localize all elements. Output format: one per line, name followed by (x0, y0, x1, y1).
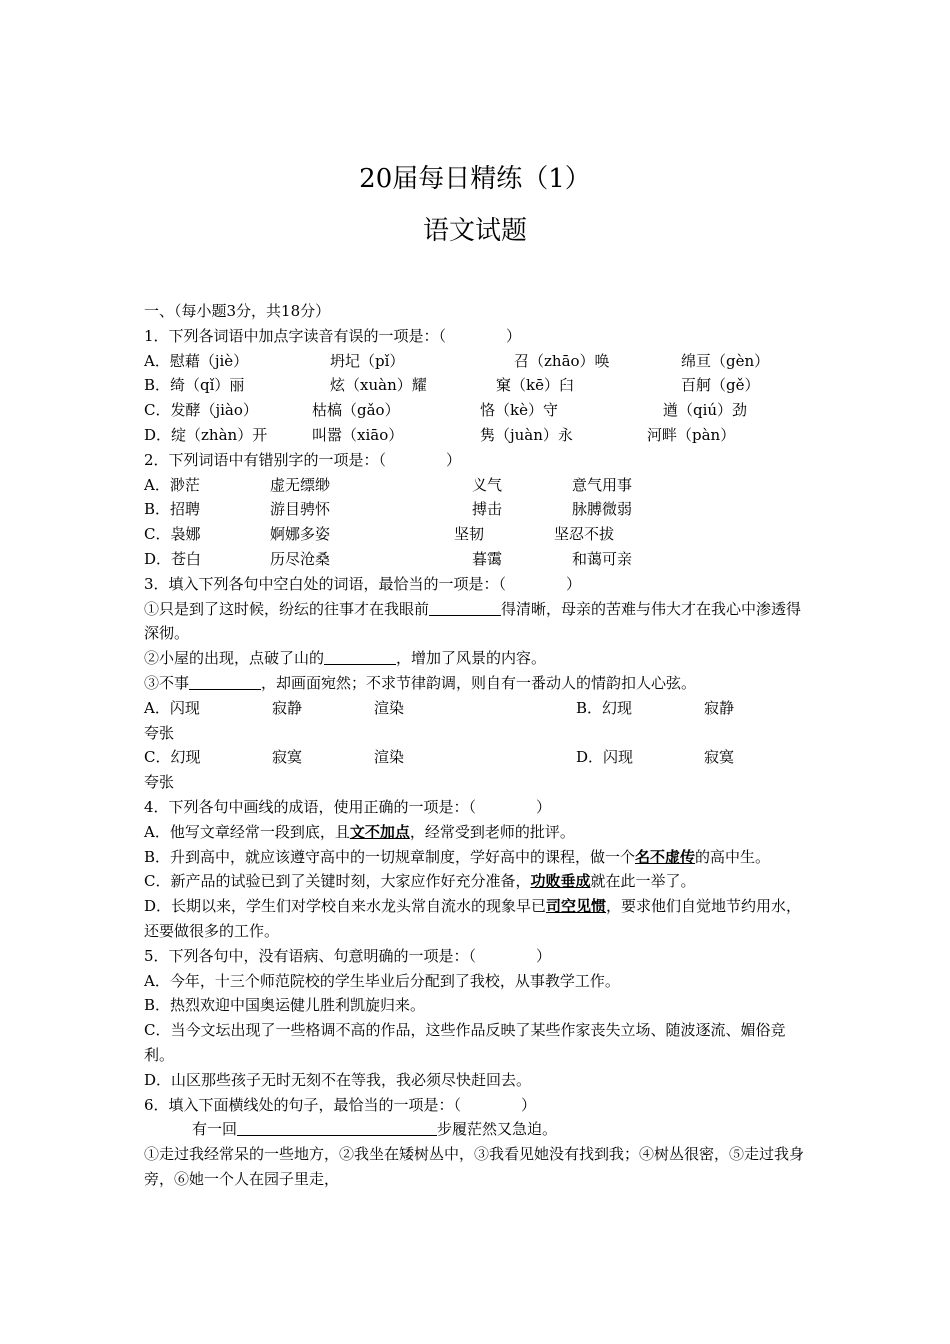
q2-d-4: 和蔼可亲 (572, 549, 633, 568)
q2-a-1: A．渺茫 (144, 475, 200, 494)
q2-b-1: B．招聘 (144, 500, 201, 519)
q1-b-2: 炫（xuàn）耀 (330, 376, 427, 395)
q1-row-c (144, 398, 814, 423)
q1-c-2: 枯槁（gǎo） (312, 401, 400, 420)
q3-blank-2 (324, 648, 396, 665)
q5-option-d: D．山区那些孩子无时无刻不在等我，我必须尽快赶回去。 (144, 1070, 532, 1089)
q4-option-a (144, 820, 814, 845)
q1-c-3: 恪（kè）守 (480, 401, 558, 420)
q4-a-idiom: 文不加点 (349, 822, 410, 841)
q4-b-text2: 的高中生。 (695, 847, 771, 866)
q2-stem: 2．下列词语中有错别字的一项是：（ ） (144, 450, 462, 469)
page-title: 20届每日精练（1） (359, 164, 591, 194)
q6-lead-part1: 有一回 (192, 1120, 238, 1139)
q2-b-2: 游目骋怀 (270, 500, 331, 519)
q2-b-3: 搏击 (472, 500, 503, 519)
q2-b-4: 脉膊微弱 (572, 500, 633, 519)
q1-a-1: A．慰藉（jiè） (144, 351, 249, 370)
page-subtitle: 语文试题 (422, 216, 527, 246)
q2-row-a (144, 473, 814, 498)
q3-stem: 3．填入下列各句中空白处的词语，最恰当的一项是：（ ） (144, 574, 582, 593)
question-content (144, 299, 814, 1192)
q1-d-3: 隽（juàn）永 (480, 425, 573, 444)
q3-sentence-2 (144, 646, 814, 671)
q3-s2-part2: ，增加了风景的内容。 (396, 649, 547, 668)
q1-a-3: 召（zhāo）唤 (514, 351, 610, 370)
q1-c-4: 遒（qiú）劲 (663, 401, 748, 420)
q2-c-3: 坚韧 (454, 525, 485, 544)
q2-row-b (144, 497, 814, 522)
q2-d-3: 暮霭 (472, 549, 503, 568)
q5-stem: 5．下列各句中，没有语病、句意明确的一项是：（ ） (144, 946, 552, 965)
q6-sentences: ①走过我经常呆的一些地方，②我坐在矮树丛中，③我看见她没有找到我；④树丛很密，⑤走过我身旁，⑥她一个人在园子里走， (144, 1145, 805, 1188)
q1-b-3: 窠（kē）臼 (496, 376, 574, 395)
q3-s3-part2: ，却画面宛然；不求节律韵调，则自有一番动人的情韵扣人心弦。 (261, 673, 697, 692)
q2-a-3: 义气 (472, 475, 503, 494)
q3-s1-part1: ①只是到了这时候，纷纭的往事才在我眼前 (144, 599, 430, 618)
q4-b-idiom: 名不虚传 (635, 847, 696, 866)
q4-d-idiom: 司空见惯 (546, 897, 607, 916)
q1-d-4: 河畔（pàn） (647, 425, 736, 444)
q1-a-2: 坍圮（pǐ） (330, 351, 405, 370)
q4-b-text1: B．升到高中，就应该遵守高中的一切规章制度，学好高中的课程，做一个 (144, 847, 636, 866)
q3-blank-1 (429, 599, 501, 616)
q3-a-1: A．闪现 (144, 698, 200, 717)
q1-c-1: C．发酵（jiào） (144, 401, 258, 420)
q6-lead-sentence (144, 1117, 814, 1142)
q5-option-c: C．当今文坛出现了一些格调不高的作品，这些作品反映了某些作家丧失立场、随波逐流、媚俗竞利。 (144, 1021, 786, 1064)
q3-c-2: 寂寞 (272, 748, 303, 767)
q4-option-c (144, 869, 814, 894)
q2-c-4: 坚忍不拔 (554, 525, 615, 544)
q3-row-ab (144, 696, 814, 721)
section-heading: 一、（每小题3分，共18分） (144, 302, 331, 320)
q6-blank (237, 1119, 437, 1136)
q1-d-1: D．绽（zhàn）开 (144, 425, 268, 444)
q3-blank-3 (189, 673, 261, 690)
q3-sentence-3 (144, 671, 814, 696)
q1-b-1: B．绮（qǐ）丽 (144, 376, 245, 395)
q5-option-b: B．热烈欢迎中国奥运健儿胜利凯旋归来。 (144, 996, 426, 1015)
q4-option-b (144, 845, 814, 870)
q1-a-4: 绵亘（gèn） (681, 351, 770, 370)
q3-d-2: 寂寞 (704, 748, 735, 767)
q2-c-1: C．袅娜 (144, 525, 201, 544)
q3-b-2: 寂静 (704, 698, 735, 717)
q1-row-d (144, 423, 814, 448)
q3-c-3: 渲染 (374, 748, 405, 767)
q4-c-idiom: 功败垂成 (530, 872, 591, 891)
q3-b-1: B．幻现 (576, 698, 633, 717)
q2-row-d (144, 547, 814, 572)
q1-stem: 1．下列各词语中加点字读音有误的一项是：（ ） (144, 326, 522, 345)
q3-sentence-1 (144, 597, 814, 647)
q3-s2-part1: ②小屋的出现，点破了山的 (144, 649, 325, 668)
q5-option-a: A．今年，十三个师范院校的学生毕业后分配到了我校，从事教学工作。 (144, 971, 620, 990)
q6-lead-part2: 步履茫然又急迫。 (437, 1120, 558, 1139)
q4-a-text2: ，经常受到老师的批评。 (409, 822, 575, 841)
q3-d-wrap: 夸张 (144, 773, 175, 792)
q2-d-1: D．苍白 (144, 549, 202, 568)
q3-a-3: 渲染 (374, 698, 405, 717)
q4-option-d (144, 894, 814, 944)
q4-d-text2: ，要求他们自觉地节约用水，还要做很多的工作。 (144, 897, 802, 940)
q6-stem: 6．填入下面横线处的句子，最恰当的一项是：（ ） (144, 1095, 537, 1114)
q1-b-4: 百舸（gě） (681, 376, 760, 395)
q3-a-2: 寂静 (272, 698, 303, 717)
q3-row-cd (144, 745, 814, 770)
q3-s1-part2: 得清晰，母亲的苦难与伟大才在我心中渗透得深彻。 (144, 599, 802, 643)
q2-d-2: 历尽沧桑 (270, 549, 331, 568)
q1-d-2: 叫嚣（xiāo） (312, 425, 404, 444)
q3-s3-part1: ③不事 (144, 673, 190, 692)
q4-d-text1: D．长期以来，学生们对学校自来水龙头常自流水的现象早已 (144, 897, 547, 916)
q3-b-wrap: 夸张 (144, 723, 175, 742)
q4-stem: 4．下列各句中画线的成语，使用正确的一项是：（ ） (144, 797, 552, 816)
q2-c-2: 婀娜多姿 (270, 525, 331, 544)
q2-row-c (144, 522, 814, 547)
q4-a-text1: A．他写文章经常一段到底，且 (144, 822, 350, 841)
q2-a-4: 意气用事 (572, 475, 633, 494)
q4-c-text2: 就在此一举了。 (590, 872, 696, 891)
q1-row-b (144, 373, 814, 398)
q4-c-text1: C．新产品的试验已到了关键时刻，大家应作好充分准备， (144, 872, 531, 891)
q1-row-a (144, 349, 814, 374)
q3-d-1: D．闪现 (576, 748, 634, 767)
q2-a-2: 虚无缥缈 (270, 475, 331, 494)
q3-c-1: C．幻现 (144, 748, 201, 767)
